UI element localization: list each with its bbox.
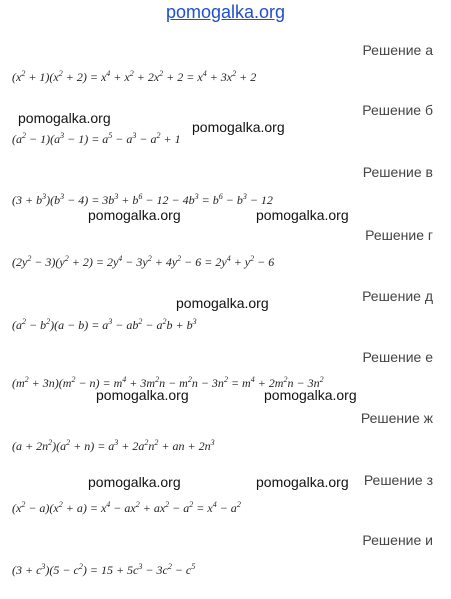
watermark: pomogalka.org bbox=[176, 295, 269, 311]
watermark: pomogalka.org bbox=[88, 207, 181, 223]
heading-z: Решение з bbox=[363, 472, 433, 488]
formula-e: $(m^2 + 3n)(m^2 - n) = m^4 + 3m^2n - m^2n - 3n^2 = m^4 + 2m^2n - 3n^2$ bbox=[12, 375, 324, 390]
heading-g: Решение г bbox=[365, 227, 433, 243]
formula-a: $(x^2 + 1)(x^2 + 2) = x^4 + x^2 + 2x^2 + 2 = x^4 + 3x^2 + 2$ bbox=[12, 69, 257, 84]
watermark: pomogalka.org bbox=[256, 207, 349, 223]
watermark: pomogalka.org bbox=[88, 474, 181, 490]
heading-v: Решение в bbox=[362, 164, 433, 180]
formula-i: $(3 + c^3)(5 - c^2) = 15 + 5c^3 - 3c^2 - c^5$ bbox=[12, 562, 196, 577]
heading-e: Решение е bbox=[362, 349, 433, 365]
formula-d: $(a^2 - b^2)(a - b) = a^3 - ab^2 - a^2b + b^3$ bbox=[12, 317, 197, 332]
formula-v: $(3 + b^3)(b^3 - 4) = 3b^3 + b^6 - 12 - 4b^3 = b^6 - b^3 - 12$ bbox=[12, 192, 273, 207]
formula-zh: $(a + 2n^2)(a^2 + n) = a^3 + 2a^2n^2$ + an + $2n^3$ bbox=[12, 438, 215, 453]
heading-b: Решение б bbox=[362, 102, 433, 118]
watermark: pomogalka.org bbox=[256, 474, 349, 490]
formula-z: $(x^2 - a)(x^2 + a) = x^4 - ax^2 + ax^2 - a^2 = x^4 - a^2$ bbox=[12, 500, 241, 515]
formula-g: $(2y^2 - 3)(y^2 + 2) = 2y^4 - 3y^2 + 4y^2 - 6 = 2y^4 + y^2 - 6$ bbox=[12, 254, 275, 269]
heading-a: Решение а bbox=[362, 42, 433, 58]
site-header-link[interactable]: pomogalka.org bbox=[165, 2, 286, 22]
heading-zh: Решение ж bbox=[360, 410, 433, 426]
heading-i: Решение и bbox=[362, 532, 433, 548]
heading-d: Решение д bbox=[362, 288, 433, 304]
formula-b: $(a^2 - 1)(a^3 - 1) = a^5 - a^3 - a^2 + 1$ bbox=[12, 131, 181, 146]
watermark: pomogalka.org bbox=[192, 119, 285, 135]
watermark: pomogalka.org bbox=[96, 387, 189, 403]
watermark: pomogalka.org bbox=[18, 110, 111, 126]
watermark: pomogalka.org bbox=[264, 387, 357, 403]
